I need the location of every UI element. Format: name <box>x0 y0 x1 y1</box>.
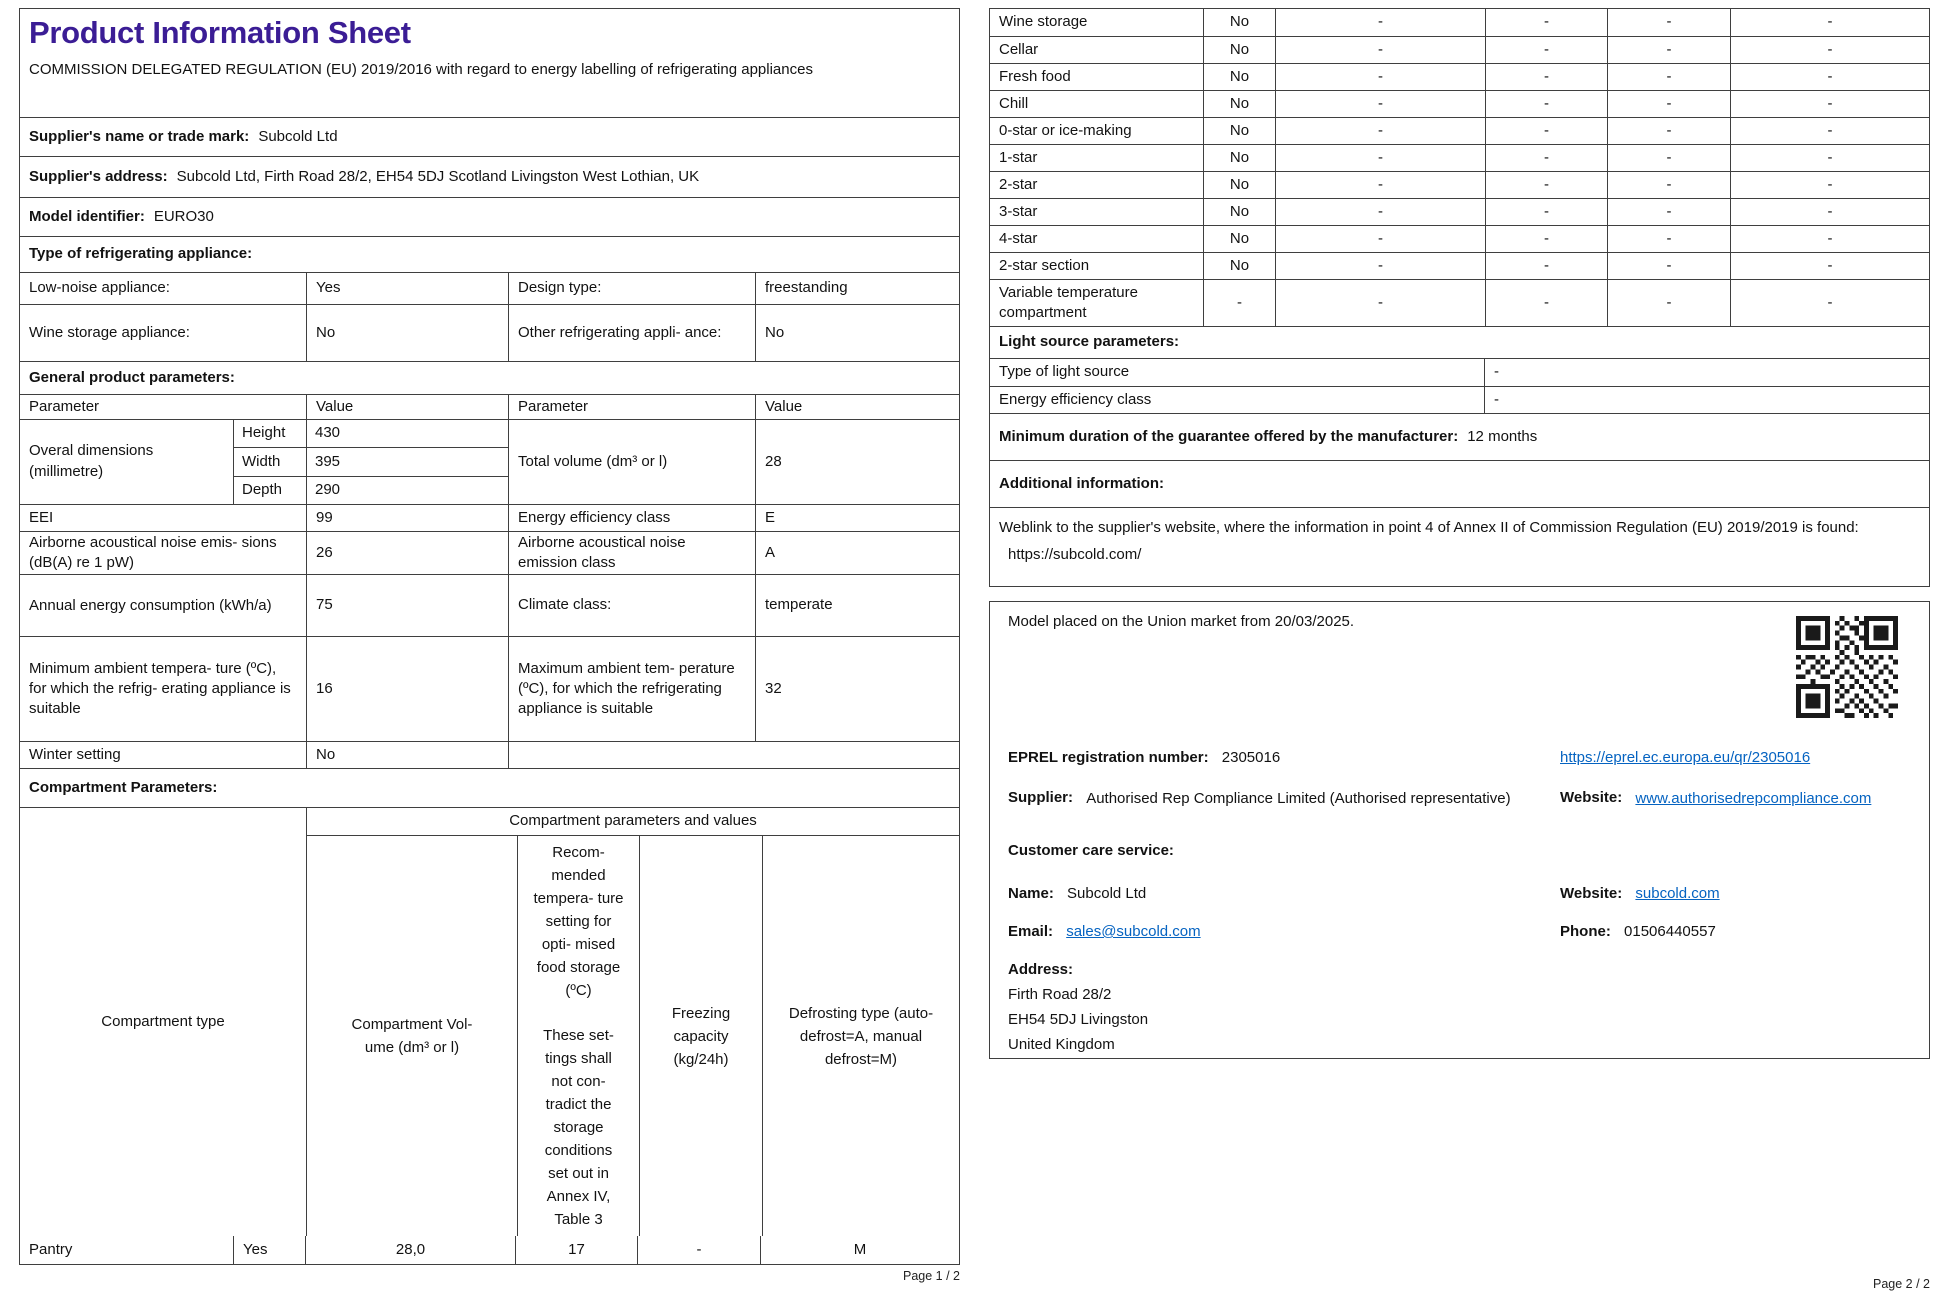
regulation-subtitle: COMMISSION DELEGATED REGULATION (EU) 2019/2016 with regard to energy labelling of refrigerating appliances <box>29 60 813 78</box>
cell-value: - <box>1275 280 1485 326</box>
param-label: Airborne acoustical noise emission class <box>508 532 755 574</box>
compartment-type: 2-star section <box>999 256 1090 274</box>
param-label: Energy efficiency class <box>999 390 1152 408</box>
table-row <box>990 252 1929 279</box>
compartment-volume: 28,0 <box>305 1236 515 1264</box>
dimension-name: Depth <box>234 476 306 504</box>
cell-value: - <box>1607 280 1730 326</box>
compartment-present: No <box>1203 118 1275 144</box>
supplier-address-row <box>19 156 960 198</box>
care-email-label: Email: <box>1008 923 1054 940</box>
table-row <box>20 531 959 574</box>
cell-value: - <box>1485 64 1607 90</box>
care-phone-value: 01506440557 <box>1624 923 1716 940</box>
care-website-row <box>1560 884 1720 905</box>
column-header: Parameter <box>29 397 100 415</box>
dimension-value: 290 <box>307 476 508 504</box>
eprel-link[interactable]: https://eprel.ec.europa.eu/qr/2305016 <box>1560 749 1811 766</box>
supplier-name-row <box>19 117 960 157</box>
dimension-names-column <box>233 420 306 504</box>
compartment-type: 0-star or ice-making <box>999 121 1132 139</box>
care-address-line: Firth Road 28/2 <box>1008 986 1112 1003</box>
weblink-url: https://subcold.com/ <box>1008 546 1142 563</box>
compartment-type: Variable temperature compartment <box>999 284 1138 321</box>
dimension-values-column <box>306 420 508 504</box>
compartment-present: No <box>1203 226 1275 252</box>
dimensions-label: Overal dimensions (millimetre) <box>29 442 154 480</box>
compartment-type: Wine storage <box>999 13 1088 31</box>
cell-value: - <box>1730 118 1929 144</box>
param-value: - <box>1484 359 1929 386</box>
table-row <box>990 279 1929 326</box>
page-2 <box>989 8 1930 1059</box>
supplier-name-label: Supplier's name or trade mark: <box>29 127 250 145</box>
param-label: Maximum ambient tem- perature (ºC), for which the refrigerating appliance is suitable <box>508 637 755 741</box>
compartment-values-header <box>306 808 959 1236</box>
care-address-line: United Kingdom <box>1008 1036 1115 1053</box>
param-value: A <box>755 532 959 574</box>
compartment-table <box>19 807 960 1265</box>
winter-setting-row <box>20 741 959 768</box>
cell-value: - <box>1485 199 1607 225</box>
cell-value: - <box>1485 280 1607 326</box>
cell-value: - <box>1730 145 1929 171</box>
cell-value: - <box>1607 37 1730 63</box>
model-identifier-value: EURO30 <box>153 207 214 225</box>
compartment-top-header: Compartment parameters and values <box>307 808 959 836</box>
model-identifier-label: Model identifier: <box>29 207 145 225</box>
compartment-present: No <box>1203 9 1275 36</box>
param-label: Winter setting <box>29 745 121 763</box>
param-label: Type of light source <box>999 363 1130 381</box>
dimensions-row <box>20 419 959 504</box>
website-label: Website: <box>1560 789 1623 806</box>
table-row <box>990 117 1929 144</box>
compartment-type: 1-star <box>999 148 1038 166</box>
compartment-present: No <box>1203 145 1275 171</box>
cell-value: - <box>1730 226 1929 252</box>
param-label: EEI <box>29 508 54 526</box>
cell-value: - <box>1485 145 1607 171</box>
supplier-value: Authorised Rep Compliance Limited (Authorised representative) <box>1086 790 1511 807</box>
cell-value: - <box>1275 118 1485 144</box>
compartment-present: No <box>1203 172 1275 198</box>
compartment-freezing: - <box>637 1236 760 1264</box>
cell-value: - <box>1730 172 1929 198</box>
table-row <box>990 9 1929 36</box>
cell-value: - <box>1607 172 1730 198</box>
weblink-text: Weblink to the supplier's website, where the information in point 4 of Annex II of Commission Regulation (EU) 2019/2019 is found: <box>999 519 1859 536</box>
light-source-table <box>989 358 1930 414</box>
param-value: E <box>755 505 959 531</box>
temperature-column-header <box>517 836 639 1236</box>
care-name-row <box>1008 884 1146 905</box>
defrost-column-header <box>762 836 959 1236</box>
cell-value: - <box>1607 145 1730 171</box>
cell-value: - <box>1485 253 1607 279</box>
dimension-value: 430 <box>315 424 341 442</box>
website-link[interactable]: www.authorisedrepcompliance.com <box>1635 790 1872 807</box>
additional-info-header: Additional information: <box>989 460 1930 508</box>
cell-value: - <box>1275 64 1485 90</box>
care-website-label: Website: <box>1560 885 1623 902</box>
param-label: Climate class: <box>508 575 755 636</box>
param-value: 16 <box>306 637 508 741</box>
param-value: 26 <box>306 532 508 574</box>
param-label: Annual energy consumption (kWh/a) <box>29 596 272 614</box>
eprel-value: 2305016 <box>1221 749 1281 766</box>
general-parameters-table <box>19 394 960 769</box>
cell-value: - <box>1607 226 1730 252</box>
care-email-row <box>1008 922 1201 943</box>
website-row <box>1560 788 1910 809</box>
eprel-row-left <box>1008 748 1280 769</box>
cell-value: - <box>1730 253 1929 279</box>
supplier-label: Supplier: <box>1008 789 1074 806</box>
model-identifier-row <box>19 197 960 237</box>
care-address-line: EH54 5DJ Livingston <box>1008 1011 1149 1028</box>
contact-box <box>989 601 1930 1059</box>
temperature-column-note: These set- tings shall not con- tradict the storage conditions set out in Annex IV, Table 3 <box>543 1027 614 1228</box>
table-row <box>990 171 1929 198</box>
care-phone-label: Phone: <box>1560 923 1611 940</box>
cell-value: - <box>1607 253 1730 279</box>
table-header-row <box>20 395 959 419</box>
compartment-present: No <box>1203 37 1275 63</box>
table-row <box>990 386 1929 413</box>
care-name-value: Subcold Ltd <box>1067 885 1147 902</box>
compartment-type: Pantry <box>29 1240 73 1258</box>
cell-value: - <box>1730 37 1929 63</box>
param-label: Wine storage appliance: <box>29 323 190 341</box>
table-row <box>20 636 959 741</box>
defrost-column-label: Defrosting type (auto-defrost=A, manual defrost=M) <box>788 1004 934 1068</box>
table-row <box>990 359 1929 386</box>
param-label: Low-noise appliance: <box>29 279 170 297</box>
supplier-address-label: Supplier's address: <box>29 167 168 185</box>
param-value: 99 <box>306 505 508 531</box>
compartment-temperature: 17 <box>515 1236 637 1264</box>
empty-cell <box>508 742 959 768</box>
compartment-section-header: Compartment Parameters: <box>19 768 960 808</box>
compartment-subheaders <box>307 836 959 1236</box>
compartment-type: 2-star <box>999 175 1038 193</box>
page2-footer: Page 2 / 2 <box>1873 1277 1930 1291</box>
table-row <box>20 504 959 531</box>
cell-value: - <box>1607 91 1730 117</box>
cell-value: - <box>1485 118 1607 144</box>
care-name-label: Name: <box>1008 885 1054 902</box>
compartment-type: Chill <box>999 94 1029 112</box>
compartment-type: 3-star <box>999 202 1038 220</box>
page-title: Product Information Sheet <box>29 15 411 50</box>
table-row <box>990 225 1929 252</box>
market-placement-line: Model placed on the Union market from 20/03/2025. <box>1008 613 1355 630</box>
type-section-header: Type of refrigerating appliance: <box>19 236 960 273</box>
param-label: Energy efficiency class <box>508 505 755 531</box>
temperature-column-label: Recom- mended tempera- ture setting for opti- mised food storage (ºC) <box>533 844 624 999</box>
cell-value: - <box>1730 91 1929 117</box>
cell-value: - <box>1730 280 1929 326</box>
param-value: temperate <box>755 575 959 636</box>
cell-value: - <box>1275 253 1485 279</box>
freezing-column-header <box>639 836 762 1236</box>
care-website-link[interactable]: subcold.com <box>1635 885 1720 902</box>
care-address-label: Address: <box>1008 961 1074 978</box>
weblink-paragraph <box>990 508 1929 574</box>
param-value: - <box>1484 387 1929 413</box>
cell-value: - <box>1485 172 1607 198</box>
cell-value: - <box>1730 9 1929 36</box>
param-value: freestanding <box>755 273 959 304</box>
page1-footer: Page 1 / 2 <box>903 1269 960 1283</box>
weblink-row <box>989 507 1930 587</box>
cell-value: - <box>1485 226 1607 252</box>
param-label: Total volume (dm³ or l) <box>508 420 755 504</box>
compartment-type-header: Compartment type <box>101 1012 225 1030</box>
param-value: 75 <box>306 575 508 636</box>
compartment-present: Yes <box>233 1236 305 1264</box>
cell-value: - <box>1607 64 1730 90</box>
table-row <box>990 144 1929 171</box>
title-box <box>19 8 960 118</box>
cell-value: - <box>1485 9 1607 36</box>
customer-care-header: Customer care service: <box>1008 842 1174 859</box>
cell-value: - <box>1275 91 1485 117</box>
compartment-present: No <box>1203 91 1275 117</box>
cell-value: - <box>1485 91 1607 117</box>
compartment-present: No <box>1203 199 1275 225</box>
param-value: 28 <box>755 420 959 504</box>
table-row <box>20 574 959 636</box>
cell-value: - <box>1607 199 1730 225</box>
param-value: No <box>755 305 959 361</box>
volume-column-label: Compartment Vol- ume (dm³ or l) <box>351 1016 473 1056</box>
param-label: Airborne acoustical noise emis- sions (dB(A) re 1 pW) <box>29 534 277 571</box>
column-header: Value <box>306 395 508 419</box>
appliance-type-table <box>19 272 960 362</box>
cell-value: - <box>1275 226 1485 252</box>
cell-value: - <box>1730 64 1929 90</box>
care-email-link[interactable]: sales@subcold.com <box>1066 923 1201 940</box>
guarantee-value: 12 months <box>1467 427 1538 445</box>
param-label: Minimum ambient tempera- ture (ºC), for which the refrig- erating appliance is suitable <box>29 660 291 717</box>
column-header: Parameter <box>508 395 755 419</box>
guarantee-label: Minimum duration of the guarantee offered by the manufacturer: <box>999 427 1459 445</box>
param-value: No <box>306 742 508 768</box>
compartment-present: No <box>1203 253 1275 279</box>
column-header: Value <box>755 395 959 419</box>
general-section-header: General product parameters: <box>19 361 960 395</box>
compartment-type: Cellar <box>999 40 1039 58</box>
table-row <box>990 63 1929 90</box>
cell-value: - <box>1730 199 1929 225</box>
eprel-label: EPREL registration number: <box>1008 749 1209 766</box>
table-row <box>20 304 959 361</box>
param-label: Other refrigerating appli- ance: <box>508 305 755 361</box>
freezing-column-label: Freezing capacity (kg/24h) <box>671 1004 731 1068</box>
dimension-name: Height <box>242 424 286 442</box>
dimension-value: 395 <box>307 447 508 475</box>
table-row <box>20 273 959 304</box>
cell-value: - <box>1275 37 1485 63</box>
table-row <box>990 198 1929 225</box>
page-1 <box>19 8 960 1265</box>
guarantee-row <box>989 413 1930 461</box>
qr-code <box>1796 616 1898 718</box>
compartment-data-row <box>20 1236 959 1264</box>
table-row <box>990 90 1929 117</box>
compartment-present: - <box>1203 280 1275 326</box>
compartment-defrost: M <box>760 1236 959 1264</box>
cell-value: - <box>1275 199 1485 225</box>
param-value: 32 <box>755 637 959 741</box>
compartment-type: Fresh food <box>999 67 1071 85</box>
param-label: Design type: <box>508 273 755 304</box>
dimension-name: Width <box>234 447 306 475</box>
supplier-address-value: Subcold Ltd, Firth Road 28/2, EH54 5DJ Scotland Livingston West Lothian, UK <box>176 167 700 185</box>
compartment-present: No <box>1203 64 1275 90</box>
supplier-name-value: Subcold Ltd <box>258 127 338 145</box>
eprel-link-wrap <box>1560 748 1810 769</box>
light-source-header: Light source parameters: <box>989 326 1930 359</box>
volume-column-header <box>307 836 517 1236</box>
cell-value: - <box>1607 118 1730 144</box>
param-value: Yes <box>306 273 508 304</box>
cell-value: - <box>1607 9 1730 36</box>
supplier-row <box>1008 788 1553 809</box>
compartment-type: 4-star <box>999 229 1038 247</box>
cell-value: - <box>1275 9 1485 36</box>
compartment-table-continued <box>989 8 1930 327</box>
care-address-block <box>1008 957 1148 1057</box>
cell-value: - <box>1485 37 1607 63</box>
cell-value: - <box>1275 145 1485 171</box>
cell-value: - <box>1275 172 1485 198</box>
table-row <box>990 36 1929 63</box>
param-value: No <box>306 305 508 361</box>
compartment-table-header <box>20 808 959 1236</box>
care-phone-row <box>1560 922 1716 943</box>
